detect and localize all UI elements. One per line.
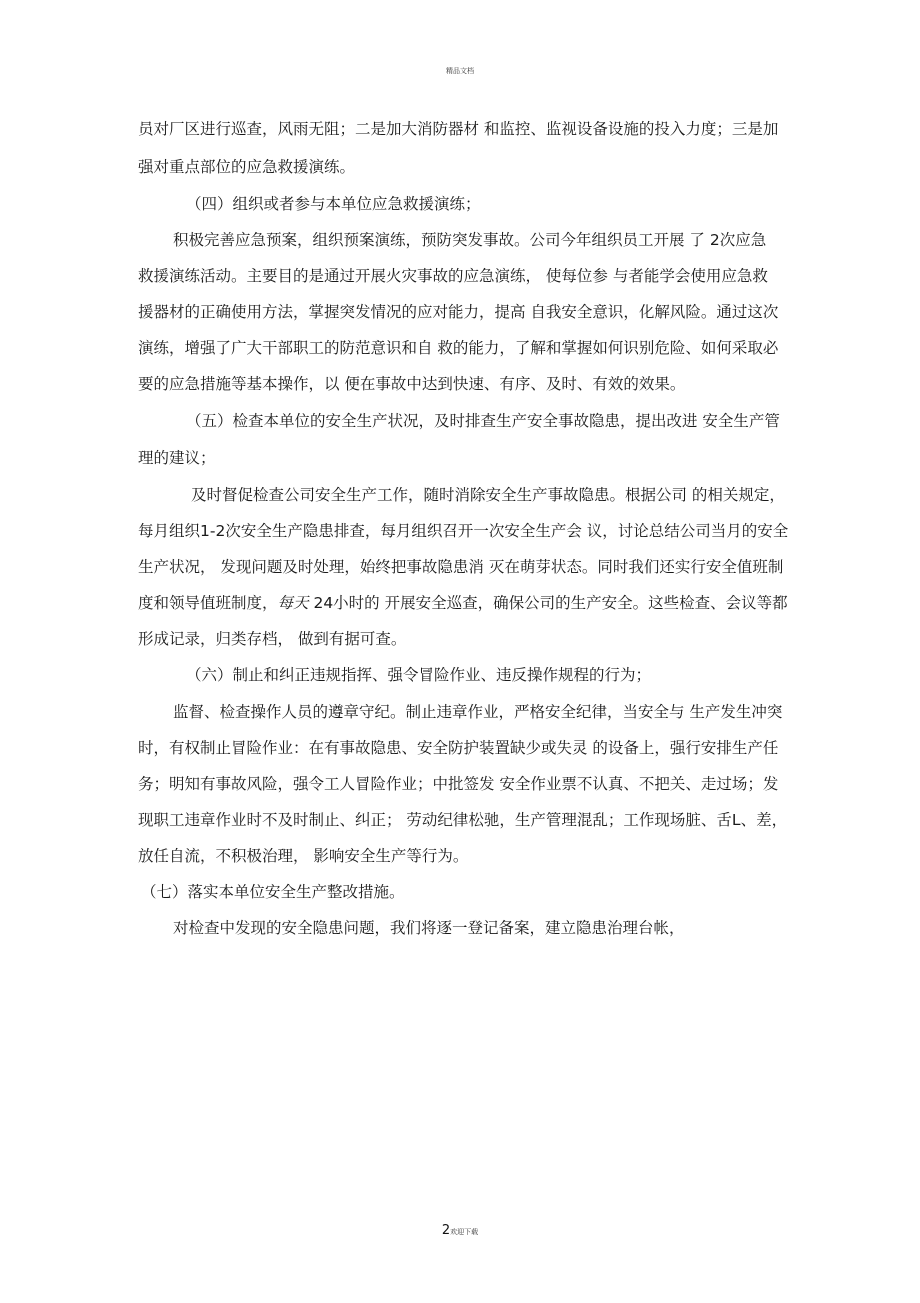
- text-line: 放任自流，不积极治理， 影响安全生产等行为。: [138, 847, 469, 865]
- page-number: 2: [441, 1223, 451, 1238]
- text-line: 形成记录，归类存档， 做到有据可查。: [138, 630, 407, 648]
- text-segment: 24小时的 开展安全巡查，确保公司的生产安全。这些检查、会议等都: [308, 594, 788, 612]
- page-footer: [0, 1223, 920, 1238]
- footer-text: 欢迎下载: [450, 1228, 479, 1236]
- text-line: 救援演练活动。主要目的是通过开展火灾事故的应急演练， 使每位参 与者能学会使用应急救: [138, 267, 768, 285]
- italic-text: 每天: [277, 594, 309, 612]
- text-segment: 度和领导值班制度，: [138, 594, 278, 612]
- text-line: 援器材的正确使用方法，掌握突发情况的应对能力，提高 自我安全意识，化解风险。通过这次: [138, 303, 779, 321]
- text-line: 及时督促检查公司安全生产工作，随时消除安全生产事故隐患。根据公司 的相关规定，: [191, 486, 785, 504]
- text-line: 现职工违章作业时不及时制止、纠正； 劳动纪律松驰，生产管理混乱；工作现场脏、舌L、差，: [138, 811, 788, 829]
- text-line: 监督、检查操作人员的遵章守纪。制止违章作业，严格安全纪律，当安全与 生产发生冲突: [173, 703, 783, 721]
- section-heading-6: （六）制止和纠正违规指挥、强令冒险作业、违反操作规程的行为；: [186, 666, 652, 684]
- text-line: 务；明知有事故风险，强令工人冒险作业；中批签发 安全作业票不认真、不把关、走过场；发: [138, 775, 779, 793]
- text-line: 员对厂区进行巡查，风雨无阻；二是加大消防器材 和监控、监视设备设施的投入力度；三是加: [138, 120, 779, 138]
- text-line: 每月组织1-2次安全生产隐患排查，每月组织召开一次安全生产会 议，讨论总结公司当月的安全: [138, 522, 789, 540]
- text-line: 理的建议；: [138, 449, 216, 467]
- section-heading-4: （四）组织或者参与本单位应急救援演练；: [186, 195, 481, 213]
- page-header: 精品文档: [446, 67, 474, 75]
- section-heading-7: （七）落实本单位安全生产整改措施。: [141, 883, 405, 901]
- text-line: [138, 592, 788, 614]
- text-line: 演练，增强了广大干部职工的防范意识和自 救的能力，了解和掌握如何识别危险、如何采取必: [138, 339, 779, 357]
- text-line: 积极完善应急预案，组织预案演练，预防突发事故。公司今年组织员工开展 了 2次应急: [173, 231, 767, 249]
- text-line: 强对重点部位的应急救援演练。: [138, 158, 356, 176]
- section-heading-5: （五）检查本单位的安全生产状况，及时排查生产安全事故隐患，提出改进 安全生产管: [186, 412, 780, 430]
- text-line: 生产状况， 发现问题及时处理，始终把事故隐患消 灭在萌芽状态。同时我们还实行安全值班制: [138, 558, 784, 576]
- text-line: 对检查中发现的安全隐患问题，我们将逐一登记备案，建立隐患治理台帐，: [173, 919, 685, 937]
- text-line: 要的应急措施等基本操作，以 便在事故中达到快速、有序、及时、有效的效果。: [138, 375, 686, 393]
- text-line: 时，有权制止冒险作业：在有事故隐患、安全防护装置缺少或失灵 的设备上，强行安排生产任: [138, 739, 779, 757]
